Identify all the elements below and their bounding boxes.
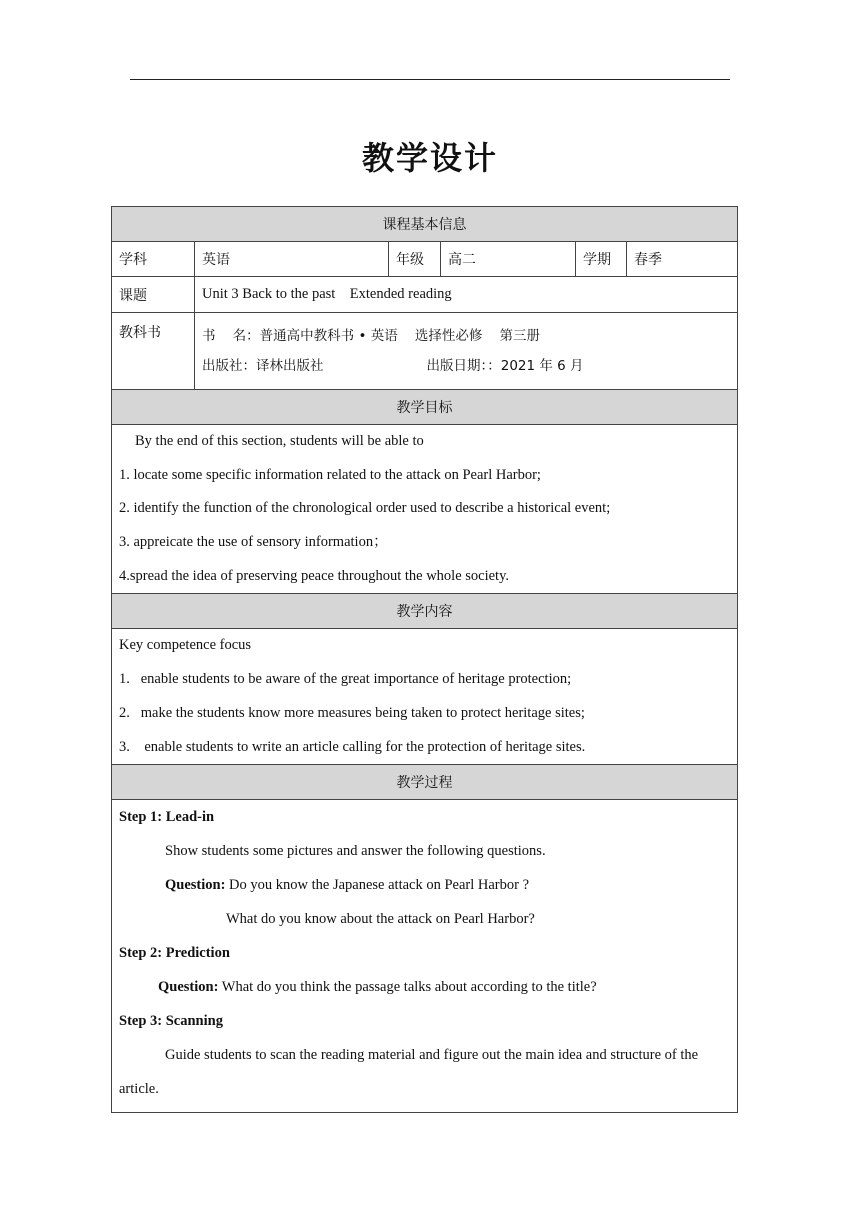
- term-value: 春季: [627, 242, 738, 277]
- section-header-objectives: 教学目标: [112, 390, 738, 425]
- step2-question: Question: What do you think the passage talks about according to the title?: [158, 979, 597, 996]
- step1-question-2: What do you know about the attack on Pearl Harbor?: [226, 911, 535, 928]
- section-header-content: 教学内容: [112, 594, 738, 629]
- topic-value: Unit 3 Back to the past Extended reading: [195, 277, 738, 313]
- content-item: 1. enable students to be aware of the great importance of heritage protection;: [119, 671, 572, 688]
- step3-text: Guide students to scan the reading material and figure out the main idea and structure of the: [165, 1047, 699, 1064]
- objective-item: 3. appreicate the use of sensory information；: [119, 534, 388, 551]
- term-label: 学期: [576, 242, 627, 277]
- grade-label: 年级: [389, 242, 441, 277]
- step1-text: Show students some pictures and answer the following questions.: [165, 843, 546, 860]
- subject-value: 英语: [195, 242, 389, 277]
- header-rule: [130, 79, 730, 80]
- topic-row: [112, 277, 738, 313]
- content-block: [112, 629, 738, 765]
- textbook-name: 书 名：普通高中教科书 • 英语 选择性必修 第三册: [202, 328, 541, 344]
- textbook-row: [112, 313, 738, 390]
- objective-item: 2. identify the function of the chronological order used to describe a historical event;: [119, 500, 611, 517]
- step3-text-cont: article.: [119, 1081, 159, 1098]
- process-block: [112, 800, 738, 1113]
- step1-title: Step 1: Lead-in: [119, 809, 215, 826]
- objective-item: 4.spread the idea of preserving peace throughout the whole society.: [119, 567, 510, 584]
- objectives-intro: By the end of this section, students will be able to: [135, 433, 424, 449]
- grade-value: 高二: [441, 242, 576, 277]
- section-header-basic-info: 课程基本信息: [112, 207, 738, 242]
- topic-label: 课题: [112, 277, 195, 313]
- step2-title: Step 2: Prediction: [119, 945, 230, 962]
- step1-question: Question: Do you know the Japanese attack on Pearl Harbor ?: [165, 877, 530, 894]
- textbook-details: [195, 313, 738, 390]
- info-row: [112, 242, 738, 277]
- textbook-label: 教科书: [112, 313, 195, 390]
- content-intro: Key competence focus: [119, 637, 252, 654]
- objectives-block: [112, 425, 738, 594]
- objective-item: 1. locate some specific information related to the attack on Pearl Harbor;: [119, 466, 541, 483]
- subject-label: 学科: [112, 242, 195, 277]
- question-label: Question:: [165, 877, 226, 894]
- content-item: 2. make the students know more measures being taken to protect heritage sites;: [119, 704, 585, 721]
- lesson-plan-table: [111, 206, 738, 1113]
- publisher-info: 出版社：译林出版社 出版日期：：2021 年 6 月: [202, 358, 584, 374]
- document-title: 教学设计: [361, 139, 498, 177]
- content-item: 3. enable students to write an article calling for the protection of heritage sites.: [119, 738, 586, 755]
- question-label: Question:: [158, 979, 219, 996]
- step3-title: Step 3: Scanning: [119, 1013, 223, 1030]
- section-header-process: 教学过程: [112, 765, 738, 800]
